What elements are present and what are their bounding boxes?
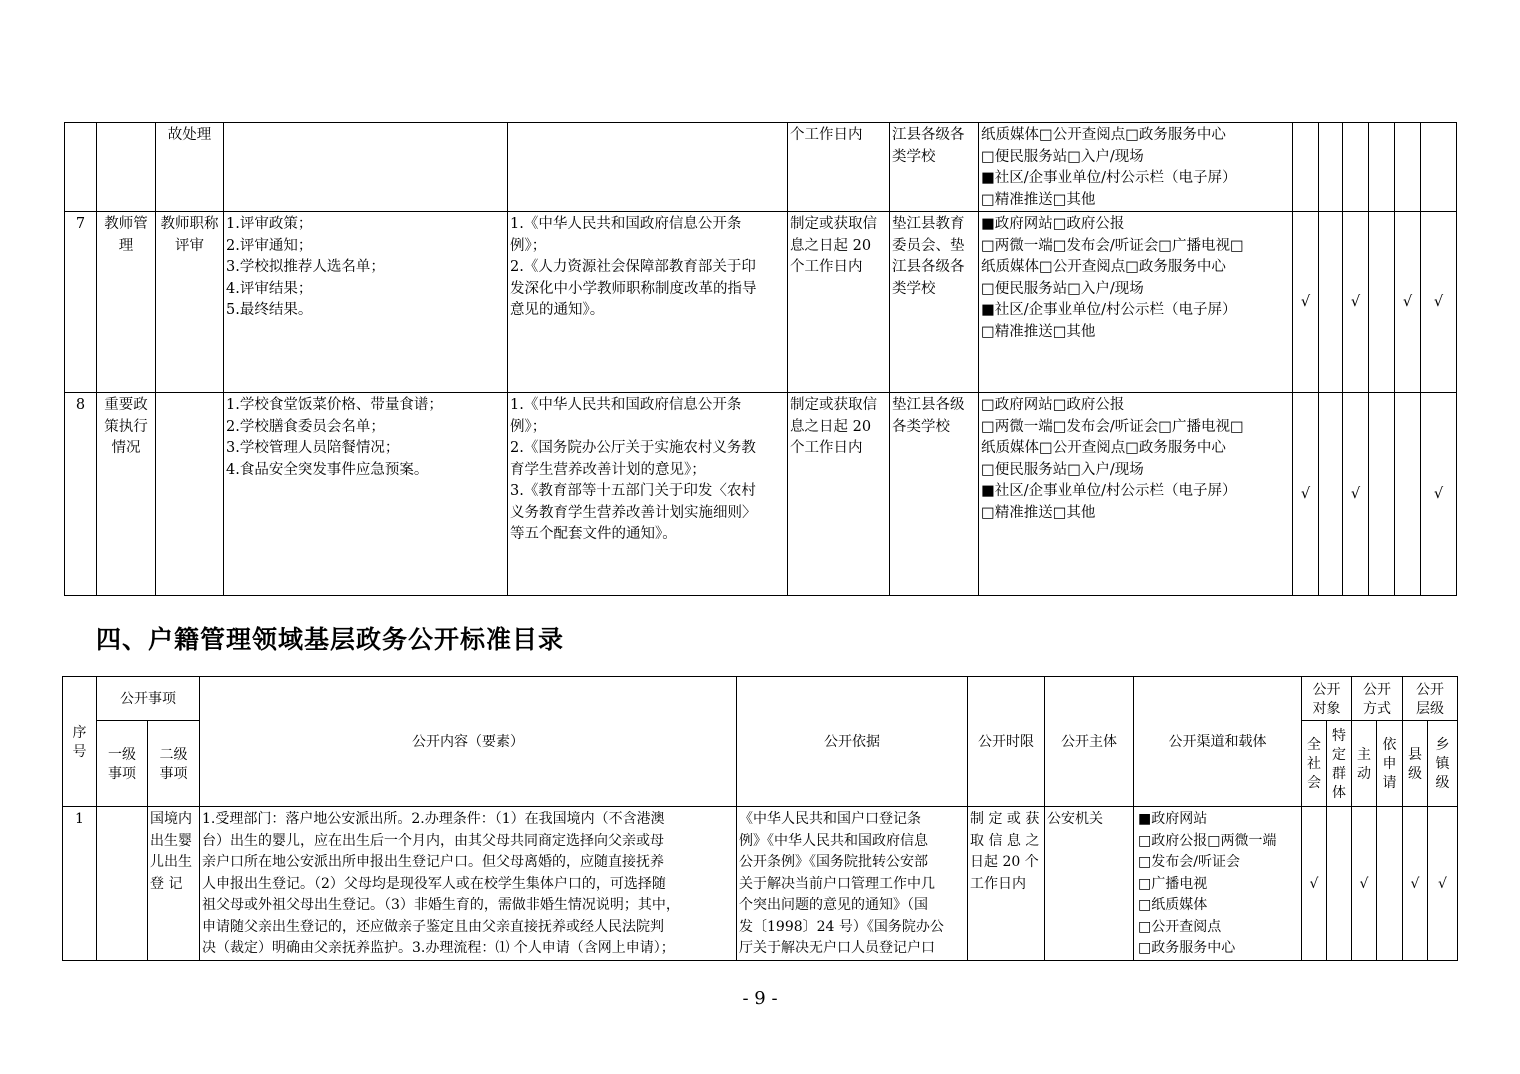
cell-line: □精准推送□其他	[981, 323, 1096, 340]
check-cell: √	[1302, 807, 1327, 961]
cell-line: 3.学校管理人员陪餐情况；	[226, 440, 400, 456]
check-cell	[1369, 393, 1395, 596]
cell-text: 8	[75, 397, 86, 413]
cell-line: 取 信 息 之	[970, 832, 1040, 849]
row-teacher-title-review	[65, 212, 1457, 393]
cell-line: ■社区/企事业单位/村公示栏（电子屏）	[981, 302, 1237, 318]
basis-cell	[508, 393, 788, 596]
check-cell	[1343, 123, 1369, 212]
cell-line: 4.食品安全突发事件应急预案。	[226, 461, 429, 478]
cell-line: 亲户口所在地公安派出所申报出生登记户口。但父母离婚的，应随直接抚养	[202, 854, 664, 870]
level2-cell	[148, 807, 200, 961]
cell-line: 例》；	[510, 237, 547, 254]
header-proactive: 主动	[1352, 721, 1377, 807]
cell-line: 制 定 或 获	[970, 811, 1040, 827]
level1-cell	[97, 212, 156, 393]
check-cell: √	[1343, 212, 1369, 393]
check-cell	[1369, 123, 1395, 212]
header-content: 公开内容（要素）	[200, 677, 737, 807]
cell-line: 类学校	[892, 148, 936, 165]
check-cell	[1293, 123, 1319, 212]
cell-line: □纸质媒体	[1138, 897, 1208, 913]
cell-line: □便民服务站□入户/现场	[981, 461, 1144, 478]
cell-line: □政务服务中心	[1138, 940, 1236, 956]
cell-line: □精准推送□其他	[981, 191, 1096, 208]
header-time: 公开时限	[968, 677, 1045, 807]
check-cell	[1319, 123, 1343, 212]
basis-cell	[737, 807, 968, 961]
seq-cell	[65, 123, 97, 212]
cell-line: 类学校	[892, 280, 936, 297]
cell-line: 个工作日内	[790, 440, 863, 456]
cell-text: 7	[75, 216, 86, 232]
level1-cell	[97, 123, 156, 212]
household-registration-table	[62, 676, 1458, 961]
row-birth-registration	[63, 807, 1458, 961]
cell-line: 1.学校食堂饭菜价格、带量食谱；	[226, 397, 443, 413]
section-heading: 四、户籍管理领域基层政务公开标准目录	[96, 625, 565, 654]
page-number: - 9 -	[742, 988, 778, 1009]
cell-line: 个突出问题的意见的通知》（国	[739, 897, 928, 913]
header-method: 公开方式	[1352, 677, 1403, 721]
subject-cell	[1045, 807, 1134, 961]
cell-line: 垫江县教育	[892, 216, 965, 232]
row-continuation	[65, 123, 1457, 212]
header-whole-society: 全社会	[1302, 721, 1327, 807]
cell-line: 意见的通知》。	[510, 302, 605, 318]
check-cell: √	[1343, 393, 1369, 596]
cell-line: □便民服务站□入户/现场	[981, 148, 1144, 165]
cell-line: 日起 20 个	[970, 854, 1039, 870]
check-cell	[1377, 807, 1403, 961]
cell-line: □公开查阅点	[1138, 918, 1222, 935]
channels-cell	[1134, 807, 1302, 961]
header-county: 县级	[1403, 721, 1428, 807]
cell-line: 2.评审通知；	[226, 237, 313, 254]
cell-line: 申请随父亲出生登记的，还应做亲子鉴定且由父亲直接抚养或经人民法院判	[202, 918, 664, 935]
cell-text: 1	[75, 811, 84, 827]
cell-line: 关于解决当前户口管理工作中几	[739, 875, 935, 892]
header-level1: 一级事项	[97, 721, 148, 807]
channels-cell	[979, 393, 1293, 596]
seq-cell	[65, 212, 97, 393]
cell-line: 等五个配套文件的通知》。	[510, 526, 677, 542]
seq-cell	[65, 393, 97, 596]
cell-line: 育学生营养改善计划的意见》；	[510, 461, 706, 478]
level2-cell	[156, 212, 224, 393]
check-cell: √	[1428, 807, 1458, 961]
check-cell: √	[1403, 807, 1428, 961]
cell-line: 垫江县各级	[892, 397, 965, 413]
cell-line: 祖父母或外祖父母出生登记。（3）非婚生育的，需做非婚生情况说明；其中，	[202, 897, 680, 913]
cell-line: 制定或获取信	[790, 216, 877, 232]
check-cell	[1395, 123, 1421, 212]
content-cell	[200, 807, 737, 961]
header-seq: 序号	[63, 677, 97, 807]
cell-line: ■政府网站	[1138, 811, 1208, 827]
cell-line: 委员会、垫	[892, 237, 965, 254]
check-cell	[1327, 807, 1352, 961]
channels-cell	[979, 123, 1293, 212]
cell-line: 4.评审结果；	[226, 280, 313, 297]
content-cell	[224, 212, 508, 393]
cell-line: 工作日内	[970, 875, 1026, 892]
cell-line: 5.最终结果。	[226, 302, 313, 318]
header-channels: 公开渠道和载体	[1134, 677, 1302, 807]
cell-line: 公开条例》《国务院批转公安部	[739, 854, 928, 870]
cell-line: 发〔1998〕24 号）《国务院办公	[739, 918, 944, 935]
cell-line: ■政府网站□政府公报	[981, 216, 1125, 232]
cell-line: □广播电视	[1138, 875, 1208, 892]
header-on-request: 依申请	[1377, 721, 1403, 807]
cell-line: 国境内	[150, 811, 192, 827]
check-cell: √	[1293, 393, 1319, 596]
time-cell	[968, 807, 1045, 961]
header-public-matter: 公开事项	[97, 677, 200, 721]
level2-cell	[156, 123, 224, 212]
cell-text: 教师管理	[104, 216, 148, 254]
cell-line: 登 记	[150, 875, 183, 892]
cell-line: □精准推送□其他	[981, 504, 1096, 521]
cell-line: 纸质媒体□公开查阅点□政务服务中心	[981, 127, 1226, 143]
cell-text: 教师职称评审	[160, 216, 219, 254]
header-specific-group: 特定群体	[1327, 721, 1352, 807]
cell-line: 发深化中小学教师职称制度改革的指导	[510, 280, 757, 297]
subject-cell	[890, 212, 979, 393]
cell-line: 1.《中华人民共和国政府信息公开条	[510, 397, 742, 413]
channels-cell	[979, 212, 1293, 393]
header-subject: 公开主体	[1045, 677, 1134, 807]
education-disclosure-table	[64, 122, 1457, 596]
cell-line: 1.《中华人民共和国政府信息公开条	[510, 216, 742, 232]
cell-line: □政府网站□政府公报	[981, 397, 1125, 413]
time-cell	[788, 393, 890, 596]
content-cell	[224, 393, 508, 596]
cell-line: 各类学校	[892, 418, 950, 435]
level1-cell	[97, 807, 148, 961]
header-tier: 公开层级	[1403, 677, 1458, 721]
cell-line: 厅关于解决无户口人员登记户口	[739, 940, 935, 956]
time-cell	[788, 123, 890, 212]
cell-line: 1.受理部门：落户地公安派出所。2.办理条件：（1）在我国境内（不含港澳	[202, 811, 665, 827]
level1-cell	[97, 393, 156, 596]
check-cell: √	[1395, 212, 1421, 393]
cell-line: 3.学校拟推荐人选名单；	[226, 259, 385, 275]
row-key-policy-execution	[65, 393, 1457, 596]
header-basis: 公开依据	[737, 677, 968, 807]
cell-line: 3.《教育部等十五部门关于印发〈农村	[510, 483, 756, 499]
subject-cell	[890, 393, 979, 596]
cell-line: 江县各级各	[892, 127, 965, 143]
cell-line: 例》《中华人民共和国政府信息	[739, 832, 928, 849]
subject-cell	[890, 123, 979, 212]
cell-line: □两微一端□发布会/听证会□广播电视□	[981, 418, 1244, 435]
cell-line: ■社区/企事业单位/村公示栏（电子屏）	[981, 170, 1237, 186]
check-cell	[1421, 123, 1457, 212]
cell-line: 决（裁定）明确由父亲抚养监护。3.办理流程：⑴ 个人申请（含网上申请）；	[202, 940, 675, 956]
check-cell	[1319, 393, 1343, 596]
header-object: 公开对象	[1302, 677, 1352, 721]
cell-line: 台）出生的婴儿，应在出生后一个月内，由其父母共同商定选择向父亲或母	[202, 832, 664, 849]
time-cell	[788, 212, 890, 393]
cell-line: 例》；	[510, 418, 547, 435]
cell-line: 《中华人民共和国户口登记条	[739, 811, 921, 827]
cell-line: □政府公报□两微一端	[1138, 832, 1277, 849]
cell-line: 1.评审政策；	[226, 216, 313, 232]
cell-line: 纸质媒体□公开查阅点□政务服务中心	[981, 440, 1226, 456]
cell-line: 出生婴	[150, 832, 192, 849]
cell-line: 2.《国务院办公厅关于实施农村义务教	[510, 440, 756, 456]
check-cell: √	[1352, 807, 1377, 961]
basis-cell	[508, 123, 788, 212]
cell-line: 个工作日内	[790, 259, 863, 275]
cell-line: 江县各级各	[892, 259, 965, 275]
cell-line: 息之日起 20	[790, 418, 872, 435]
basis-cell	[508, 212, 788, 393]
cell-line: □两微一端□发布会/听证会□广播电视□	[981, 237, 1244, 254]
cell-line: 息之日起 20	[790, 237, 872, 254]
cell-text: 故处理	[167, 127, 212, 143]
cell-line: 儿出生	[150, 854, 192, 870]
check-cell	[1369, 212, 1395, 393]
seq-cell	[63, 807, 97, 961]
check-cell: √	[1293, 212, 1319, 393]
content-cell	[224, 123, 508, 212]
cell-line: 义务教育学生营养改善计划实施细则〉	[510, 504, 757, 521]
cell-line: ■社区/企事业单位/村公示栏（电子屏）	[981, 483, 1237, 499]
check-cell	[1319, 212, 1343, 393]
cell-line: 制定或获取信	[790, 397, 877, 413]
cell-line: □发布会/听证会	[1138, 854, 1240, 870]
cell-line: 个工作日内	[790, 127, 863, 143]
level2-cell	[156, 393, 224, 596]
cell-line: □便民服务站□入户/现场	[981, 280, 1144, 297]
cell-text: 重要政策执行情况	[104, 397, 148, 456]
header-level2: 二级事项	[148, 721, 200, 807]
cell-line: 2.《人力资源社会保障部教育部关于印	[510, 259, 756, 275]
header-township: 乡镇级	[1428, 721, 1458, 807]
check-cell: √	[1421, 212, 1457, 393]
cell-line: 2.学校膳食委员会名单；	[226, 418, 385, 435]
check-cell	[1395, 393, 1421, 596]
cell-line: 纸质媒体□公开查阅点□政务服务中心	[981, 259, 1226, 275]
cell-line: 人申报出生登记。（2）父母均是现役军人或在校学生集体户口的，可选择随	[202, 875, 666, 892]
cell-line: 公安机关	[1047, 811, 1103, 827]
check-cell: √	[1421, 393, 1457, 596]
